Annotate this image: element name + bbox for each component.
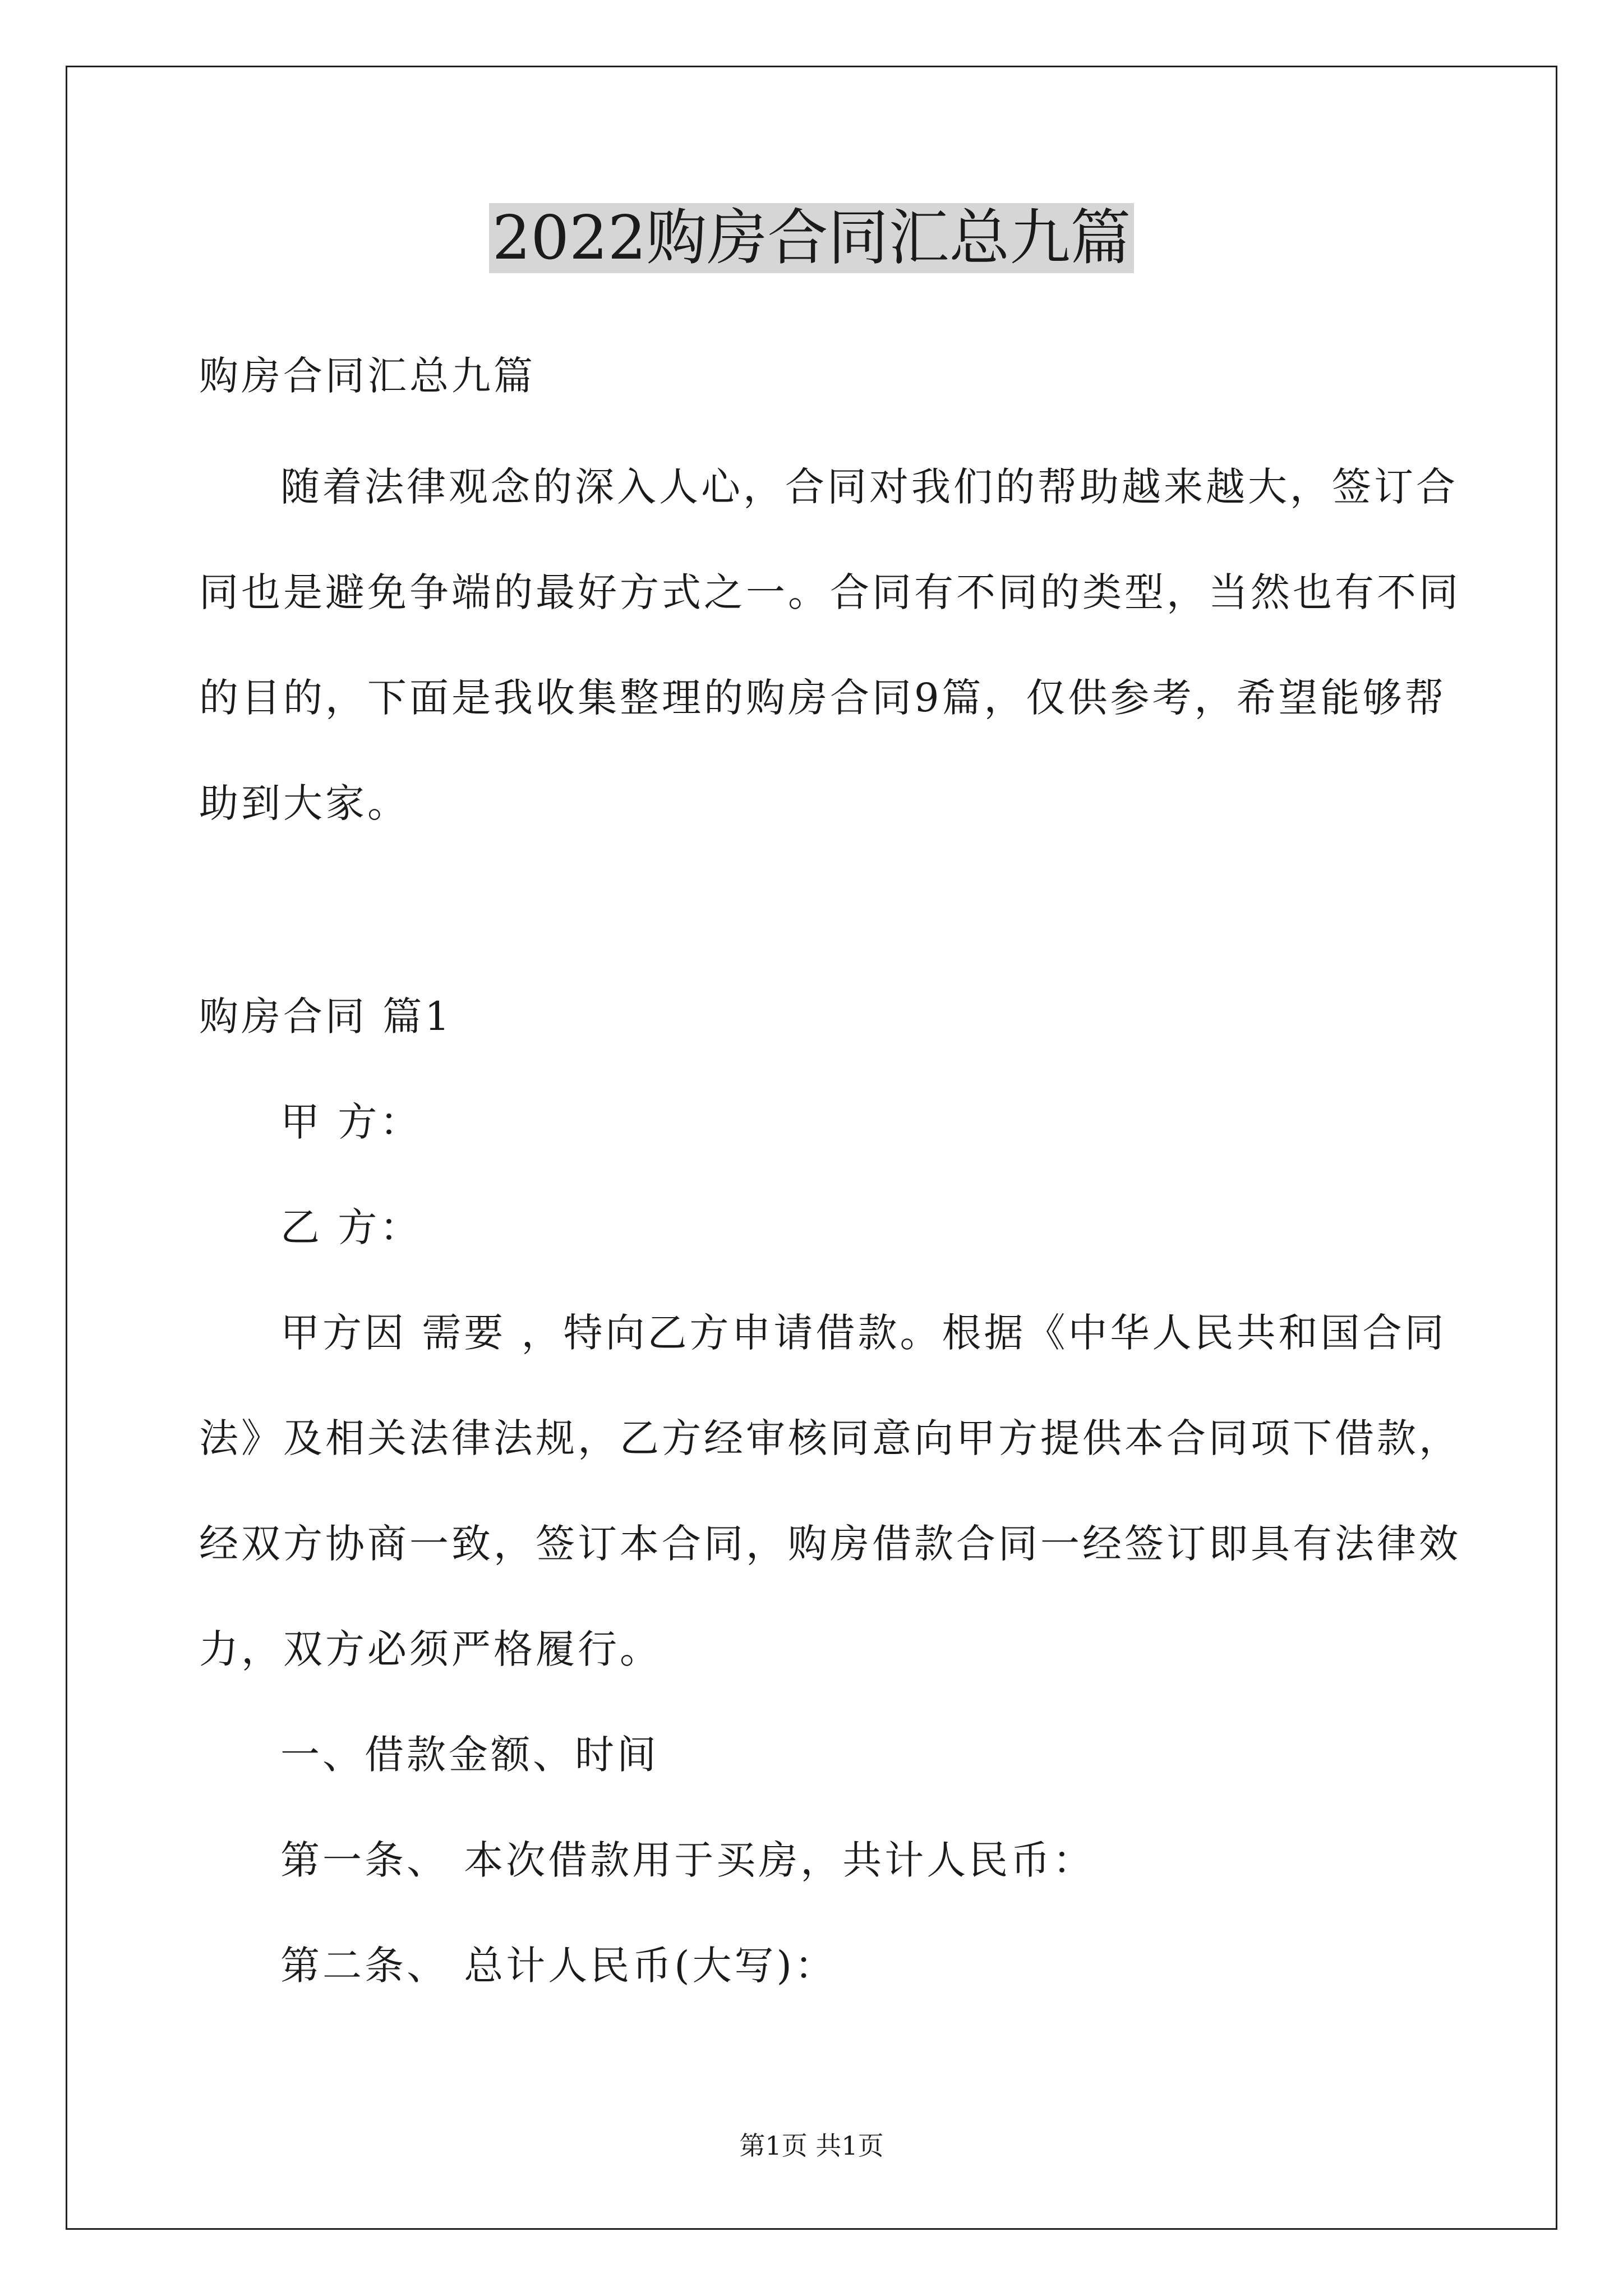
body-line: 力，双方必须严格履行。 [199,1626,662,1672]
title-text: 2022购房合同汇总九篇 [489,203,1135,273]
article-1: 第一条、 本次借款用于买房，共计人民币： [280,1837,1095,1883]
subtitle: 购房合同汇总九篇 [199,353,536,399]
party-a-line: 甲 方： [280,1099,422,1145]
body-line: 甲方因 需要 ，特向乙方申请借款。根据《中华人民共和国合同 [280,1310,1447,1356]
intro-line: 随着法律观念的深入人心，合同对我们的帮助越来越大，签订合 [280,464,1458,510]
page-footer: 第1页 共1页 [739,2131,884,2161]
clause-heading: 一、借款金额、时间 [280,1732,659,1778]
intro-line: 的目的，下面是我收集整理的购房合同9篇，仅供参考，希望能够帮 [199,675,1447,721]
party-b-line: 乙 方： [280,1204,422,1250]
body-line: 经双方协商一致，签订本合同，购房借款合同一经签订即具有法律效 [199,1521,1461,1567]
intro-line: 同也是避免争端的最好方式之一。合同有不同的类型，当然也有不同 [199,569,1461,615]
document-title [0,199,1623,278]
body-line: 法》及相关法律法规，乙方经审核同意向甲方提供本合同项下借款， [199,1415,1461,1461]
section-heading: 购房合同 篇1 [199,993,453,1039]
intro-line: 助到大家。 [199,780,409,826]
article-2: 第二条、 总计人民币(大写)： [280,1943,837,1989]
